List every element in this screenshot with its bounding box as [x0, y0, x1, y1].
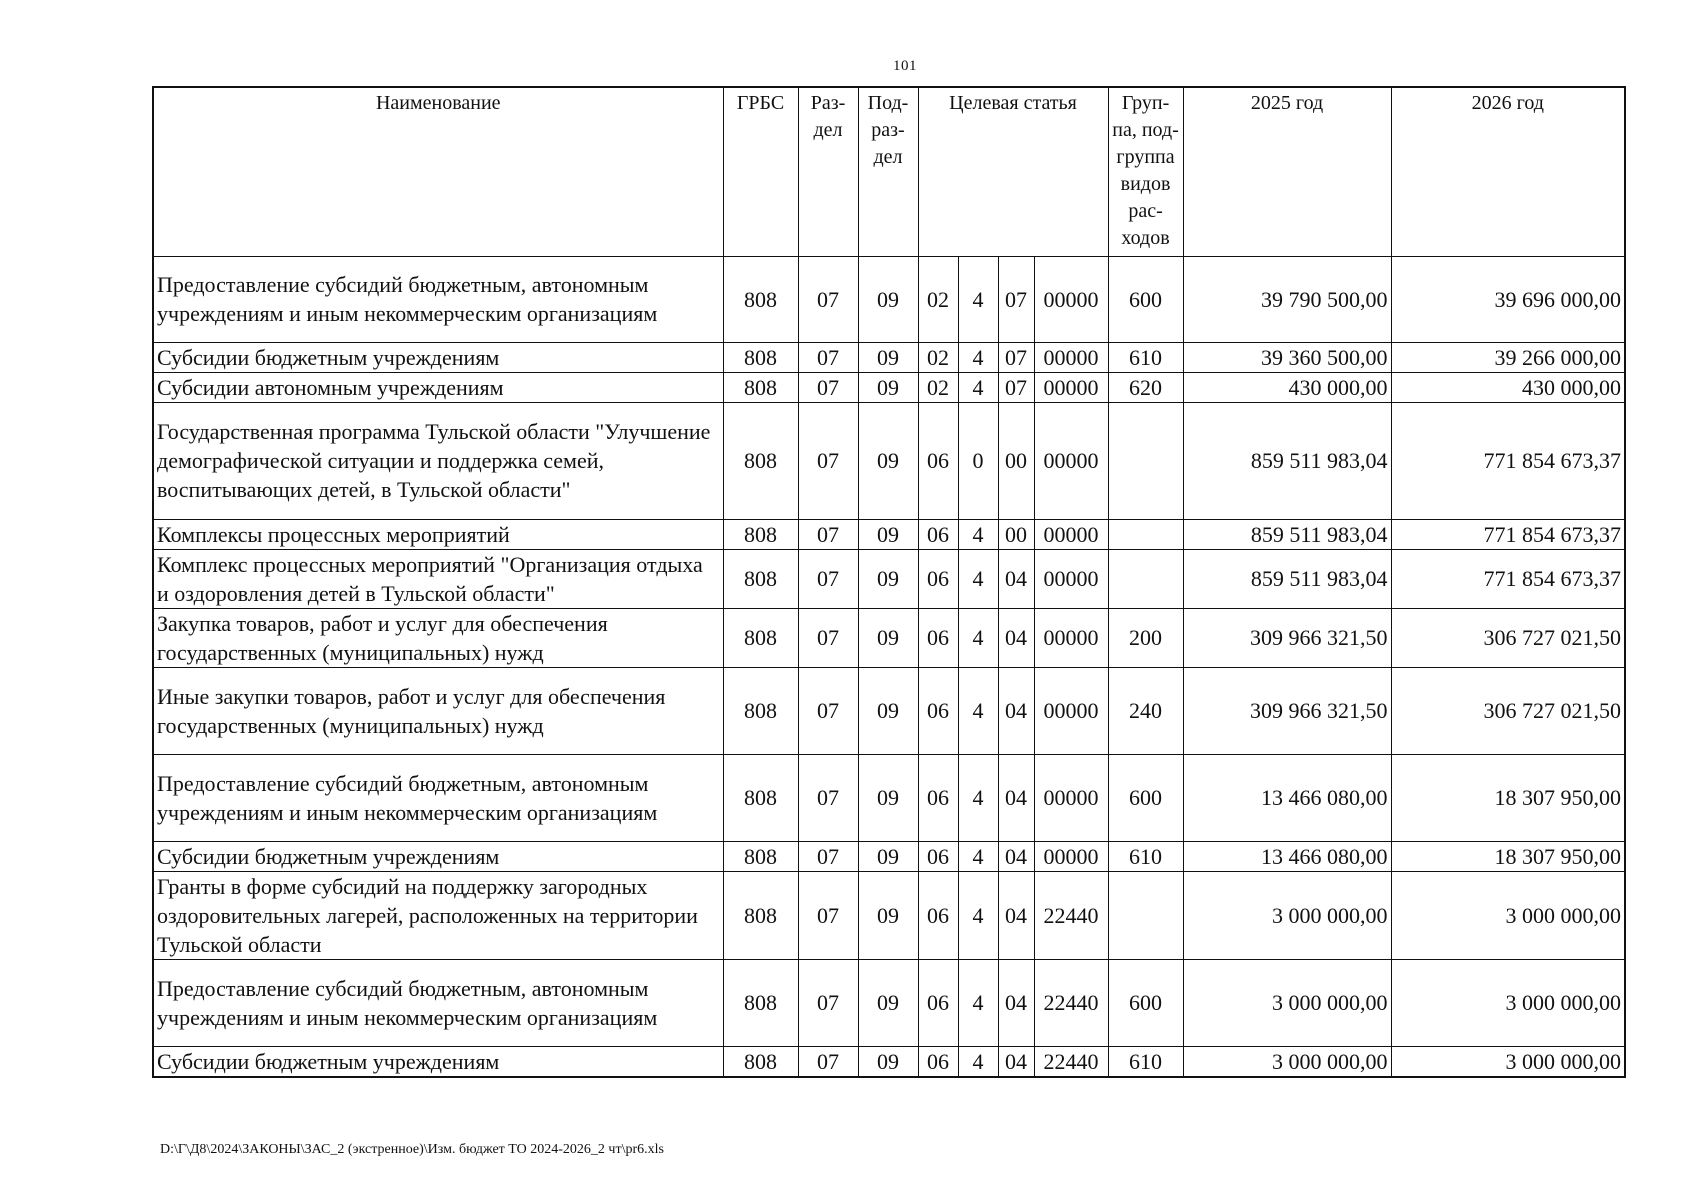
table-row — [153, 1046, 1625, 1077]
table-row — [153, 754, 1625, 841]
row-target-program: 06 — [918, 519, 958, 549]
header-target-article: Целевая статья — [918, 87, 1108, 256]
row-target-direction: 00000 — [1034, 841, 1108, 871]
row-expense-group — [1108, 519, 1183, 549]
row-amount-2026: 18 307 950,00 — [1391, 754, 1625, 841]
page-number: 101 — [893, 58, 917, 74]
row-target-type: 4 — [958, 871, 998, 959]
row-target-type: 4 — [958, 342, 998, 372]
row-expense-group: 600 — [1108, 256, 1183, 342]
row-target-subprogram: 07 — [998, 342, 1034, 372]
row-amount-2025: 859 511 983,04 — [1183, 402, 1391, 519]
header-year-2026: 2026 год — [1391, 87, 1625, 256]
row-target-program: 06 — [918, 959, 958, 1046]
row-target-subprogram: 04 — [998, 754, 1034, 841]
table-row — [153, 871, 1625, 959]
row-amount-2025: 309 966 321,50 — [1183, 608, 1391, 667]
header-razdel: Раз-дел — [798, 87, 858, 256]
table-row — [153, 959, 1625, 1046]
row-expense-group — [1108, 549, 1183, 608]
row-amount-2026: 306 727 021,50 — [1391, 608, 1625, 667]
row-target-direction: 00000 — [1034, 667, 1108, 754]
row-podrazdel: 09 — [858, 754, 918, 841]
row-target-type: 4 — [958, 608, 998, 667]
row-podrazdel: 09 — [858, 402, 918, 519]
row-target-direction: 00000 — [1034, 256, 1108, 342]
row-amount-2026: 3 000 000,00 — [1391, 959, 1625, 1046]
row-expense-group: 600 — [1108, 959, 1183, 1046]
row-amount-2025: 3 000 000,00 — [1183, 871, 1391, 959]
row-amount-2026: 18 307 950,00 — [1391, 841, 1625, 871]
row-grbs: 808 — [723, 959, 798, 1046]
row-target-type: 4 — [958, 754, 998, 841]
row-expense-group: 610 — [1108, 841, 1183, 871]
row-target-subprogram: 04 — [998, 549, 1034, 608]
row-podrazdel: 09 — [858, 1046, 918, 1077]
row-target-subprogram: 07 — [998, 372, 1034, 402]
row-expense-group — [1108, 871, 1183, 959]
row-razdel: 07 — [798, 256, 858, 342]
row-razdel: 07 — [798, 959, 858, 1046]
row-target-type: 4 — [958, 667, 998, 754]
row-expense-group: 610 — [1108, 1046, 1183, 1077]
row-target-program: 02 — [918, 342, 958, 372]
row-podrazdel: 09 — [858, 959, 918, 1046]
row-target-program: 06 — [918, 667, 958, 754]
row-grbs: 808 — [723, 608, 798, 667]
row-target-program: 06 — [918, 754, 958, 841]
row-razdel: 07 — [798, 519, 858, 549]
header-grbs: ГРБС — [723, 87, 798, 256]
row-target-program: 02 — [918, 256, 958, 342]
row-target-program: 06 — [918, 841, 958, 871]
table-row — [153, 256, 1625, 342]
row-razdel: 07 — [798, 841, 858, 871]
row-target-direction: 00000 — [1034, 754, 1108, 841]
row-podrazdel: 09 — [858, 342, 918, 372]
table-header — [153, 87, 1625, 256]
row-target-direction: 22440 — [1034, 871, 1108, 959]
row-expense-group: 240 — [1108, 667, 1183, 754]
row-podrazdel: 09 — [858, 372, 918, 402]
row-amount-2025: 39 360 500,00 — [1183, 342, 1391, 372]
row-target-subprogram: 04 — [998, 841, 1034, 871]
row-amount-2026: 39 696 000,00 — [1391, 256, 1625, 342]
row-name: Предоставление субсидий бюджетным, автономным учреждениям и иным некоммерческим организациям — [153, 959, 723, 1046]
row-target-direction: 00000 — [1034, 519, 1108, 549]
row-target-type: 0 — [958, 402, 998, 519]
header-podrazdel: Под-раз-дел — [858, 87, 918, 256]
row-amount-2026: 306 727 021,50 — [1391, 667, 1625, 754]
table-row — [153, 402, 1625, 519]
row-amount-2026: 3 000 000,00 — [1391, 871, 1625, 959]
row-amount-2025: 309 966 321,50 — [1183, 667, 1391, 754]
row-amount-2026: 430 000,00 — [1391, 372, 1625, 402]
row-podrazdel: 09 — [858, 841, 918, 871]
budget-table — [152, 86, 1626, 1078]
row-name: Субсидии автономным учреждениям — [153, 372, 723, 402]
row-name: Комплексы процессных мероприятий — [153, 519, 723, 549]
row-name: Предоставление субсидий бюджетным, автономным учреждениям и иным некоммерческим организациям — [153, 754, 723, 841]
row-razdel: 07 — [798, 342, 858, 372]
row-name: Субсидии бюджетным учреждениям — [153, 342, 723, 372]
row-grbs: 808 — [723, 754, 798, 841]
row-target-program: 02 — [918, 372, 958, 402]
row-target-subprogram: 04 — [998, 871, 1034, 959]
row-name: Предоставление субсидий бюджетным, автономным учреждениям и иным некоммерческим организациям — [153, 256, 723, 342]
row-amount-2025: 3 000 000,00 — [1183, 959, 1391, 1046]
table-body — [153, 256, 1625, 1077]
row-target-type: 4 — [958, 841, 998, 871]
row-grbs: 808 — [723, 1046, 798, 1077]
row-grbs: 808 — [723, 841, 798, 871]
row-grbs: 808 — [723, 402, 798, 519]
row-amount-2026: 771 854 673,37 — [1391, 519, 1625, 549]
row-podrazdel: 09 — [858, 871, 918, 959]
row-target-direction: 22440 — [1034, 959, 1108, 1046]
row-amount-2025: 430 000,00 — [1183, 372, 1391, 402]
table-row — [153, 549, 1625, 608]
row-target-subprogram: 07 — [998, 256, 1034, 342]
row-expense-group: 200 — [1108, 608, 1183, 667]
row-target-direction: 22440 — [1034, 1046, 1108, 1077]
table-row — [153, 372, 1625, 402]
row-amount-2026: 3 000 000,00 — [1391, 1046, 1625, 1077]
row-target-direction: 00000 — [1034, 342, 1108, 372]
row-podrazdel: 09 — [858, 549, 918, 608]
row-razdel: 07 — [798, 372, 858, 402]
row-target-subprogram: 04 — [998, 667, 1034, 754]
row-grbs: 808 — [723, 256, 798, 342]
row-target-direction: 00000 — [1034, 402, 1108, 519]
row-amount-2025: 859 511 983,04 — [1183, 519, 1391, 549]
row-target-program: 06 — [918, 549, 958, 608]
row-expense-group: 620 — [1108, 372, 1183, 402]
row-name: Закупка товаров, работ и услуг для обеспечения государственных (муниципальных) нужд — [153, 608, 723, 667]
row-target-program: 06 — [918, 871, 958, 959]
row-podrazdel: 09 — [858, 608, 918, 667]
table-row — [153, 519, 1625, 549]
row-grbs: 808 — [723, 549, 798, 608]
row-grbs: 808 — [723, 519, 798, 549]
table-row — [153, 342, 1625, 372]
row-expense-group: 610 — [1108, 342, 1183, 372]
table-row — [153, 667, 1625, 754]
row-razdel: 07 — [798, 402, 858, 519]
row-target-subprogram: 00 — [998, 402, 1034, 519]
row-grbs: 808 — [723, 372, 798, 402]
row-name: Комплекс процессных мероприятий "Организация отдыха и оздоровления детей в Тульской области" — [153, 549, 723, 608]
row-razdel: 07 — [798, 667, 858, 754]
row-expense-group: 600 — [1108, 754, 1183, 841]
row-amount-2026: 771 854 673,37 — [1391, 402, 1625, 519]
row-amount-2025: 13 466 080,00 — [1183, 754, 1391, 841]
row-razdel: 07 — [798, 754, 858, 841]
row-target-type: 4 — [958, 1046, 998, 1077]
row-target-subprogram: 04 — [998, 608, 1034, 667]
header-expense-group: Груп-па, под-группа видов рас-ходов — [1108, 87, 1183, 256]
table-row — [153, 608, 1625, 667]
row-target-subprogram: 00 — [998, 519, 1034, 549]
row-amount-2025: 859 511 983,04 — [1183, 549, 1391, 608]
row-amount-2026: 771 854 673,37 — [1391, 549, 1625, 608]
row-name: Государственная программа Тульской области "Улучшение демографической ситуации и поддержка семей, воспитывающих детей, в Тульской области" — [153, 402, 723, 519]
row-target-type: 4 — [958, 549, 998, 608]
row-amount-2026: 39 266 000,00 — [1391, 342, 1625, 372]
row-grbs: 808 — [723, 871, 798, 959]
row-target-type: 4 — [958, 256, 998, 342]
row-podrazdel: 09 — [858, 667, 918, 754]
row-razdel: 07 — [798, 1046, 858, 1077]
footer-file-path: D:\Г\Д8\2024\ЗАКОНЫ\ЗАС_2 (экстренное)\Изм. бюджет ТО 2024-2026_2 чт\pr6.xls — [160, 1142, 664, 1157]
row-amount-2025: 39 790 500,00 — [1183, 256, 1391, 342]
row-target-direction: 00000 — [1034, 372, 1108, 402]
row-name: Иные закупки товаров, работ и услуг для обеспечения государственных (муниципальных) нужд — [153, 667, 723, 754]
row-target-subprogram: 04 — [998, 1046, 1034, 1077]
row-name: Субсидии бюджетным учреждениям — [153, 841, 723, 871]
row-target-direction: 00000 — [1034, 608, 1108, 667]
row-razdel: 07 — [798, 871, 858, 959]
row-expense-group — [1108, 402, 1183, 519]
row-amount-2025: 3 000 000,00 — [1183, 1046, 1391, 1077]
row-razdel: 07 — [798, 608, 858, 667]
row-podrazdel: 09 — [858, 256, 918, 342]
row-target-program: 06 — [918, 1046, 958, 1077]
table-row — [153, 841, 1625, 871]
row-target-type: 4 — [958, 959, 998, 1046]
row-target-type: 4 — [958, 519, 998, 549]
row-razdel: 07 — [798, 549, 858, 608]
row-grbs: 808 — [723, 667, 798, 754]
row-podrazdel: 09 — [858, 519, 918, 549]
row-target-subprogram: 04 — [998, 959, 1034, 1046]
row-target-program: 06 — [918, 402, 958, 519]
row-target-direction: 00000 — [1034, 549, 1108, 608]
row-name: Субсидии бюджетным учреждениям — [153, 1046, 723, 1077]
header-year-2025: 2025 год — [1183, 87, 1391, 256]
row-target-type: 4 — [958, 372, 998, 402]
row-name: Гранты в форме субсидий на поддержку загородных оздоровительных лагерей, расположенных на территории Тульской области — [153, 871, 723, 959]
row-target-program: 06 — [918, 608, 958, 667]
row-amount-2025: 13 466 080,00 — [1183, 841, 1391, 871]
header-name: Наименование — [153, 87, 723, 256]
row-grbs: 808 — [723, 342, 798, 372]
